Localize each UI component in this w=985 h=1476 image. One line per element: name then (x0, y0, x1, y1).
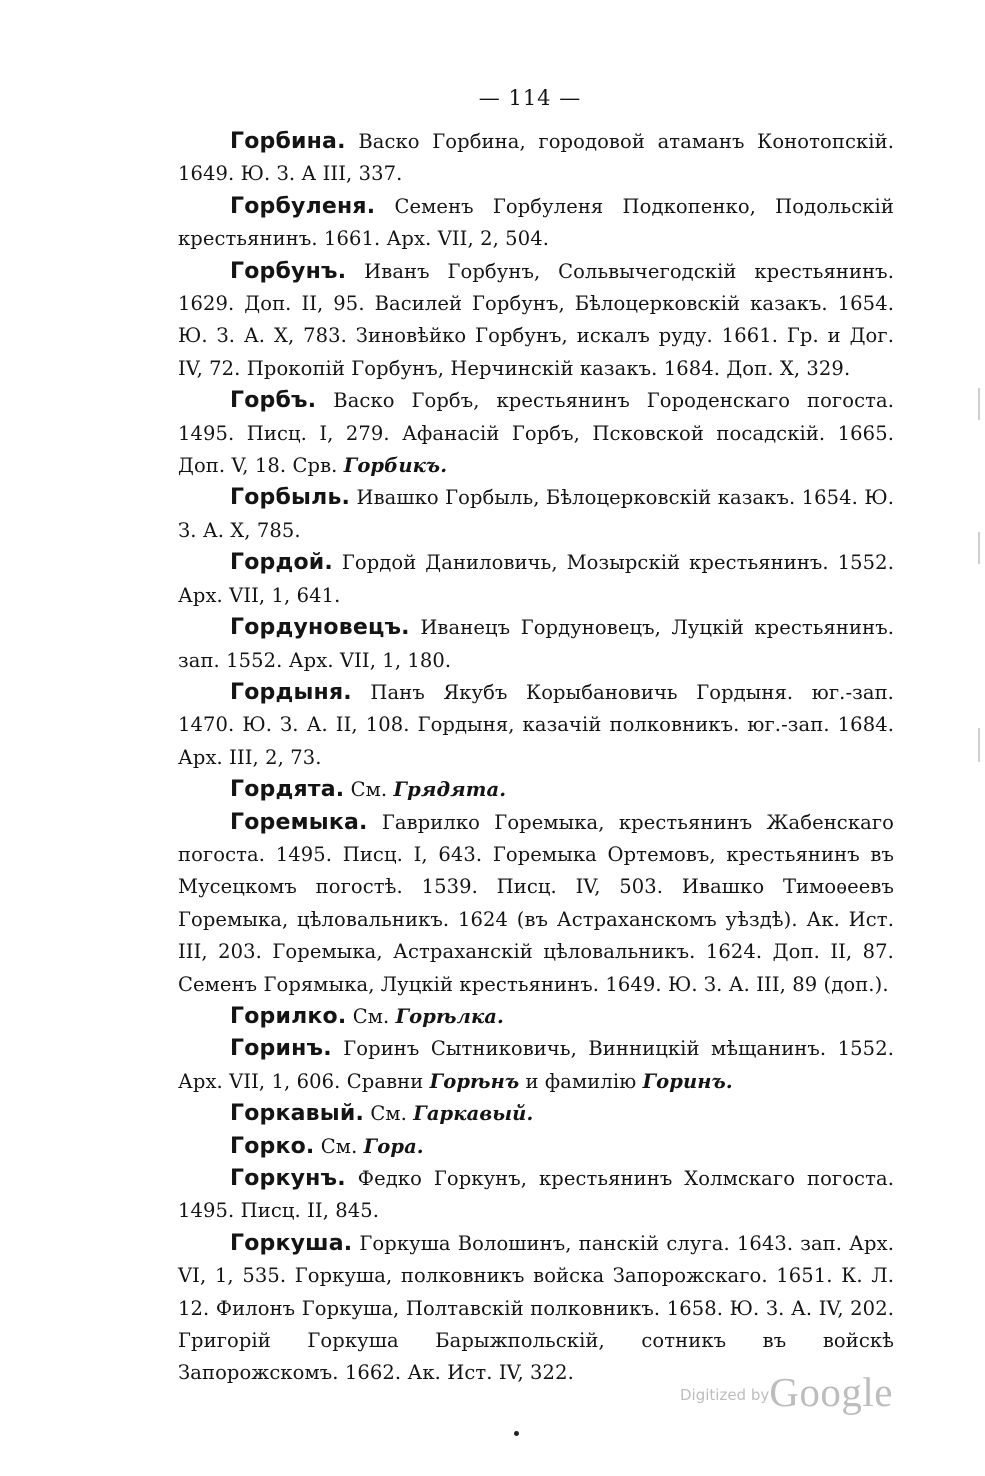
entry-text: Иванъ Горбунъ, Сольвычегодскій крестьянинъ. 1629. Доп. II, 95. Василей Горбунъ, Бѣлоцерковскій казакъ. 1654. Ю. З. А. X, 783. Зиновѣйко Горбунъ, искалъ руду. 1661. Гр. и Дог. IV, 72. Прокопій Горбунъ, Нерчинскій казакъ. 1684. Доп. X, 329. (178, 259, 894, 380)
dictionary-entry (178, 547, 894, 612)
google-logo: Google (769, 1369, 893, 1415)
page-edge-mark (978, 728, 980, 762)
entry-headword: Горилко. (230, 1003, 347, 1029)
dictionary-entry (178, 677, 894, 774)
entry-headword: Гордыня. (230, 679, 352, 705)
dictionary-entry (178, 612, 894, 677)
entry-headword: Гордуновецъ. (230, 615, 410, 641)
cross-reference: Грядята. (393, 778, 507, 802)
cross-reference: Горбикъ. (343, 454, 448, 478)
entry-headword: Горкунъ. (230, 1166, 346, 1191)
digitized-by-watermark (680, 1368, 893, 1416)
entry-text: Гордой Даниловичь, Мозырскій крестьянинъ. 1552. Арх. VII, 1, 641. (178, 551, 894, 607)
cross-reference: Гора. (363, 1134, 424, 1158)
entry-headword: Горбина. (230, 129, 346, 154)
entry-headword: Горинъ. (230, 1036, 332, 1062)
entry-headword: Горбуленя. (230, 193, 376, 219)
dictionary-entry (178, 126, 894, 191)
entry-text: Васко Горбина, городовой атаманъ Конотопскій. 1649. Ю. З. А III, 337. (178, 130, 894, 186)
dictionary-entry (178, 191, 894, 256)
dictionary-entry (178, 1163, 894, 1228)
entry-text: См. (364, 1102, 414, 1126)
cross-reference: Горинъ. (642, 1069, 733, 1093)
page-edge-mark (978, 532, 980, 564)
dictionary-entry (178, 1001, 894, 1033)
entry-headword: Горко. (230, 1133, 315, 1159)
entry-text: Семенъ Горбуленя Подкопенко, Подольскій крестьянинъ. 1661. Арх. VII, 2, 504. (178, 194, 894, 251)
cross-reference: Горѣнъ (429, 1069, 520, 1093)
dictionary-entries (178, 126, 894, 1390)
entry-text: и фамилію (519, 1069, 643, 1093)
entry-headword: Гордята. (230, 777, 345, 803)
entry-text: Гаврилко Горемыка, крестьянинъ Жабенскаго погоста. 1495. Писц. I, 643. Горемыка Ортемовъ, крестьянинъ въ Мусецкомъ погостѣ. 1539. Писц. IV, 503. Ивашко Тимоѳеевъ Горемыка, цѣловальникъ. 1624 (въ Астраханскомъ уѣздѣ). Ак. Ист. III, 203. Горемыка, Астраханскій цѣловальникъ. 1624. Доп. II, 87. Семенъ Горямыка, Луцкій крестьянинъ. 1649. Ю. З. А. III, 89 (доп.). (178, 810, 894, 996)
entry-text: См. (346, 1004, 396, 1028)
dictionary-entry (178, 1131, 894, 1163)
entry-headword: Горкуша. (230, 1230, 353, 1256)
entry-text: См. (344, 778, 394, 802)
dictionary-entry (178, 256, 894, 386)
entry-text: Горкуша Волошинъ, панскій слуга. 1643. зап. Арх. VI, 1, 535. Горкуша, полковникъ войска Запорожскаго. 1651. К. Л. 12. Филонъ Горкуша, Полтавскій полковникъ. 1658. Ю. З. А. IV, 202. Григорій Горкуша Барыжпольскій, сотникъ въ войскѣ Запорожскомъ. 1662. Ак. Ист. IV, 322. (178, 1231, 894, 1385)
watermark-prefix: Digitized by (680, 1386, 770, 1404)
dictionary-entry (178, 1228, 894, 1390)
page-edge-mark (978, 388, 980, 420)
entry-headword: Горбунъ. (230, 258, 347, 284)
entry-text: См. (314, 1134, 364, 1158)
dictionary-entry (178, 385, 894, 482)
entry-headword: Гордой. (230, 550, 333, 576)
dictionary-entry (178, 1033, 894, 1098)
dictionary-entry (178, 1098, 894, 1130)
cross-reference: Гаркавый. (413, 1102, 534, 1126)
cross-reference: Горѣлка. (395, 1004, 504, 1028)
entry-text: Федко Горкунъ, крестьянинъ Холмскаго погоста. 1495. Писц. II, 845. (178, 1167, 894, 1223)
entry-headword: Горбъ. (230, 388, 317, 414)
entry-headword: Горбыль. (230, 485, 351, 511)
dictionary-entry (178, 482, 894, 547)
entry-text: Васко Горбъ, крестьянинъ Городенскаго погоста. 1495. Писц. I, 279. Афанасій Горбъ, Псковской посадскій. 1665. Доп. V, 18. Срв. (178, 389, 894, 478)
dictionary-entry (178, 774, 894, 806)
entry-headword: Горкавый. (230, 1101, 365, 1127)
page-number: — 114 — (478, 86, 582, 110)
entry-text: Горинъ Сытниковичь, Винницкій мѣщанинъ. 1552. Арх. VII, 1, 606. Сравни (178, 1037, 894, 1093)
ink-speck (514, 1431, 519, 1436)
entry-text: Иванецъ Гордуновецъ, Луцкій крестьянинъ. зап. 1552. Арх. VII, 1, 180. (178, 616, 894, 672)
entry-headword: Горемыка. (230, 809, 368, 835)
entry-text: Ивашко Горбыль, Бѣлоцерковскій казакъ. 1654. Ю. З. А. X, 785. (178, 486, 894, 542)
entry-text: Панъ Якубъ Корыбановичь Гордыня. юг.-зап. 1470. Ю. З. А. II, 108. Гордыня, казачій полковникъ. юг.-зап. 1684. Арх. III, 2, 73. (178, 680, 894, 769)
dictionary-entry (178, 807, 894, 1001)
